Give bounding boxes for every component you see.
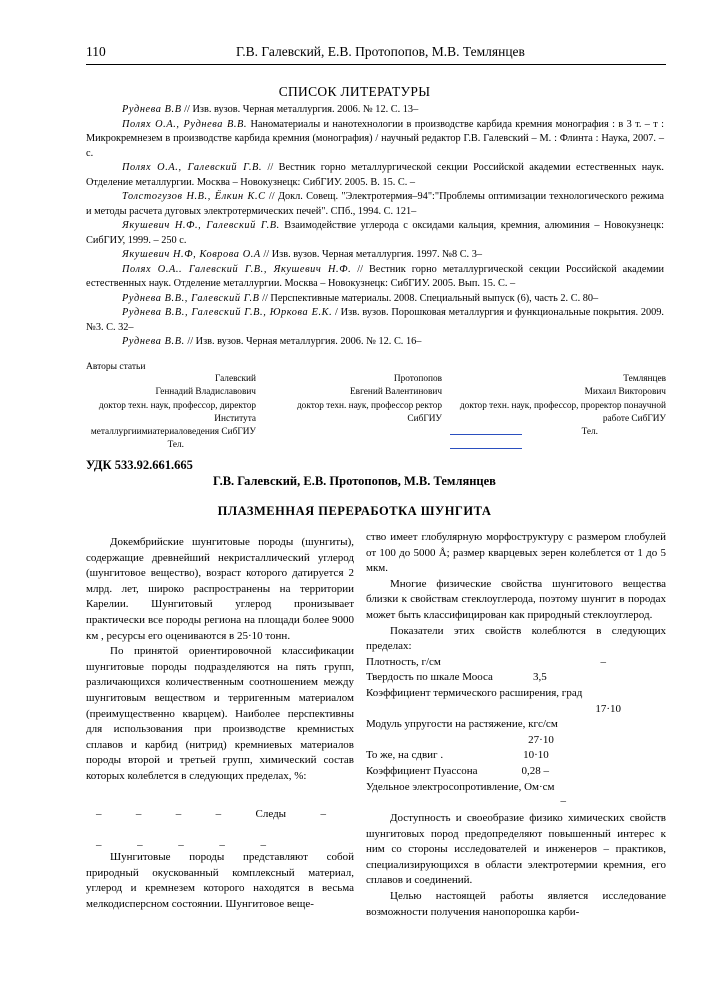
author-surname: Галевский [214, 374, 256, 384]
properties-list [366, 655, 666, 807]
reference-authors: Полях О.А.. Галевский Г.В., Якушевич Н.Ф. [122, 263, 352, 275]
property-value: 0,28 – [521, 764, 549, 777]
composition-cell: – [175, 808, 182, 820]
article-authors: Г.В. Галевский, Е.В. Протопопов, М.В. Темлянцев [213, 474, 496, 488]
reference-item [86, 306, 664, 335]
reference-text: // Докл. Совещ. "Электротермия–94":"Проблемы оптимизации технологического режима и методы расчета дуговых электротермических печей". СПб., 1994. С. 121– [86, 191, 664, 217]
paragraph: Многие физические свойства шунгитового вещества близки к свойствам стеклоуглерода, поэтому шунгит в породах может быть классифицирован как природный стеклоуглерод. [366, 577, 666, 621]
reference-text: / Изв. вузов. Порошковая металлургия и функциональные покрытия. 2009. №3. С. 32– [86, 307, 664, 333]
property-row [366, 717, 666, 733]
page-number: 110 [86, 44, 106, 59]
author-surname: Темлянцев [623, 374, 666, 384]
paragraph: Показатели этих свойств колеблются в следующих пределах: [366, 624, 666, 653]
composition-cell: – [96, 808, 102, 820]
header-divider [86, 64, 666, 65]
udk-code: УДК 533.92.661.665 [86, 458, 193, 472]
author-description: доктор техн. наук, профессор, проректор понаучной работе СибГИУ [459, 400, 666, 424]
email-link-line[interactable] [450, 448, 522, 449]
author-name: Михаил Викторович [584, 387, 666, 398]
composition-cell: – [178, 839, 184, 851]
reference-text: Взаимодействие углерода с оксидами кальция, кремния, алюминия – Новокузнецк: СибГИУ, 1999. – 250 с. [86, 220, 664, 246]
composition-cell: – [135, 808, 142, 820]
reference-authors: Якушевич Н.Ф, Коврова О.А [122, 249, 261, 260]
property-label: Плотность, г/см [366, 655, 441, 668]
author-description: доктор техн. наук, профессор, директор Института металлургиимиатериаловедения СибГИУ [90, 400, 256, 438]
reference-authors: Руднева В.В., Галевский Г.В., Юркова Е.К. [122, 307, 333, 318]
author-card-galevsky [86, 373, 256, 453]
author-name: Евгений Валентинович [350, 387, 442, 398]
property-value: 10·10 [523, 749, 549, 762]
reference-text: // Вестник горно металлургической секции Российской академии естественных наук. Отделение металлургии. Москва – Новокузнецк: СибГИУ. 2005. Вып. 15. С. – [86, 263, 664, 289]
property-label: Коэффициент термического расширения, град [366, 686, 583, 699]
composition-cell: – [320, 808, 326, 820]
property-value: 17·10 [595, 702, 621, 715]
reference-text: // Изв. вузов. Черная металлургия. 2006. № 12. С. 16– [184, 336, 422, 347]
property-value: 3,5 [532, 671, 547, 684]
property-row [366, 795, 666, 807]
author-surname: Протопопов [393, 374, 442, 384]
property-label: Твердость по шкале Мооса [366, 671, 493, 684]
author-card-protopopov [262, 373, 442, 426]
property-value: – [600, 655, 606, 668]
reference-authors: Якушевич Н.Ф., Галевский Г.В. [122, 220, 280, 231]
paragraph: Докембрийские шунгитовые породы (шунгиты), содержащие древнейший некристаллический углерод (шунгитовое вещество), возраст которого датируется 2 млрд. лет, широко распространены на территории Карелии. Шунгитовый углерод пронизывает практически все породы региона на площади более 9000 км , ресурсы его оцениваются в 25·10 тонн. [86, 536, 354, 642]
reference-text: // Вестник горно металлургической секции Российской академии естественных наук. Отделение металлургии. Москва – Новокузнецк: СибГИУ. 2005. В. 15. С. – [86, 162, 664, 188]
paragraph: Шунгитовые породы представляют собой природный окускованный комплексный материал, углерод и кремнезем которого находятся в весьма мелкодисперсном состоянии. Шунгитовое веще- [86, 851, 354, 910]
reference-text: // Перспективные материалы. 2008. Специальный выпуск (6), часть 2. С. 80– [259, 292, 599, 304]
reference-item [86, 219, 664, 248]
reference-authors: Руднева В.В., Галевский Г.В [122, 292, 260, 304]
property-row [366, 686, 666, 702]
column-left-bottom [86, 850, 354, 912]
paragraph: Целью настоящей работы является исследование возможности получения нанопорошка карби- [366, 890, 666, 918]
property-row [366, 733, 666, 749]
property-label: То же, на сдвиг . [366, 749, 444, 762]
author-name: Геннадий Владиславович [155, 387, 256, 398]
paragraph: Доступность и своеобразие физико химических свойств шунгитовых пород предопределяют повышенный интерес к ним со стороны исследователей и инженеров – практиков, специализирующихся в области электротермии кремния, его сплавов и соединений. [366, 812, 666, 887]
composition-cell: – [260, 839, 266, 851]
property-label: Модуль упругости на растяжение, кгс/см [366, 718, 558, 731]
reference-item [86, 118, 664, 162]
references-title: СПИСОК ЛИТЕРАТУРЫ [278, 84, 431, 99]
property-row [366, 655, 666, 671]
authors-label: Авторы статьи [86, 362, 146, 372]
reference-item [86, 190, 664, 219]
reference-authors: Руднева В.В [122, 104, 182, 115]
property-row [366, 764, 666, 780]
paragraph: ство имеет глобулярную морфоструктуру с размером глобулей от 100 до 5000 Å; размер кварцевых зерен колеблется от 1 до 5 мкм. [366, 531, 666, 575]
composition-cell: – [137, 839, 143, 851]
property-row [366, 748, 666, 764]
paragraph: По принятой ориентировочной классификации шунгитовые породы подразделяются на пять групп, различающихся количественным соотношением между шунгитовым веществом и терригенным материалом (преимущественно кварцем). Наиболее перспективны для использования при производстве кремнистых сплавов и карбид (нитрид) кремниевых материалов породы второй и третьей групп, химический состав которых колеблется в следующих пределах, %: [86, 645, 354, 782]
author-description: доктор техн. наук, профессор ректор СибГИУ [296, 400, 442, 424]
property-value: 27·10 [528, 733, 554, 746]
reference-authors: Руднева В.В. [122, 336, 185, 347]
article-title: ПЛАЗМЕННАЯ ПЕРЕРАБОТКА ШУНГИТА [217, 504, 492, 518]
property-row [366, 702, 666, 718]
reference-item [86, 103, 664, 118]
composition-cell: – [215, 808, 222, 820]
reference-item [86, 335, 664, 350]
author-card-temlyantsev [458, 373, 666, 439]
reference-text: // Изв. вузов. Черная металлургия. 2006. № 12. С. 13– [181, 104, 419, 115]
property-label: Удельное электросопротивление, Ом·см [366, 780, 555, 793]
author-tel: Тел. [167, 440, 184, 451]
reference-item [86, 248, 664, 263]
reference-authors: Полях О.А., Галевский Г.В. [122, 162, 263, 173]
author-tel: Тел. [581, 427, 598, 438]
property-row [366, 780, 666, 796]
composition-cell: Следы [255, 808, 287, 820]
column-left [86, 535, 354, 785]
reference-item [86, 292, 664, 307]
reference-text: // Изв. вузов. Черная металлургия. 1997. №8 С. 3– [260, 249, 483, 260]
reference-authors: Полях О.А., Руднева В.В. [122, 118, 248, 130]
running-header-authors: Г.В. Галевский, Е.В. Протопопов, М.В. Темлянцев [236, 44, 525, 59]
property-row [366, 670, 666, 686]
composition-cell: – [219, 839, 225, 851]
reference-text: Наноматериалы и нанотехнологии в производстве карбида кремния монография : в 3 т. – т : Микрокремнезем в производстве карбида кремния (монография) / научный редактор Г.В. Галевский – М. : Флинта : Наука, 2007. – с. [86, 118, 664, 159]
reference-item [86, 263, 664, 292]
reference-item [86, 161, 664, 190]
reference-authors: Толстогузов Н.В., Ёлкин К.С [122, 191, 266, 202]
composition-cell: – [96, 839, 102, 851]
column-right [366, 530, 666, 920]
composition-row-1 [96, 808, 326, 820]
property-label: Коэффициент Пуассона [366, 764, 478, 777]
references-list [86, 103, 664, 350]
property-value: – [560, 795, 566, 808]
